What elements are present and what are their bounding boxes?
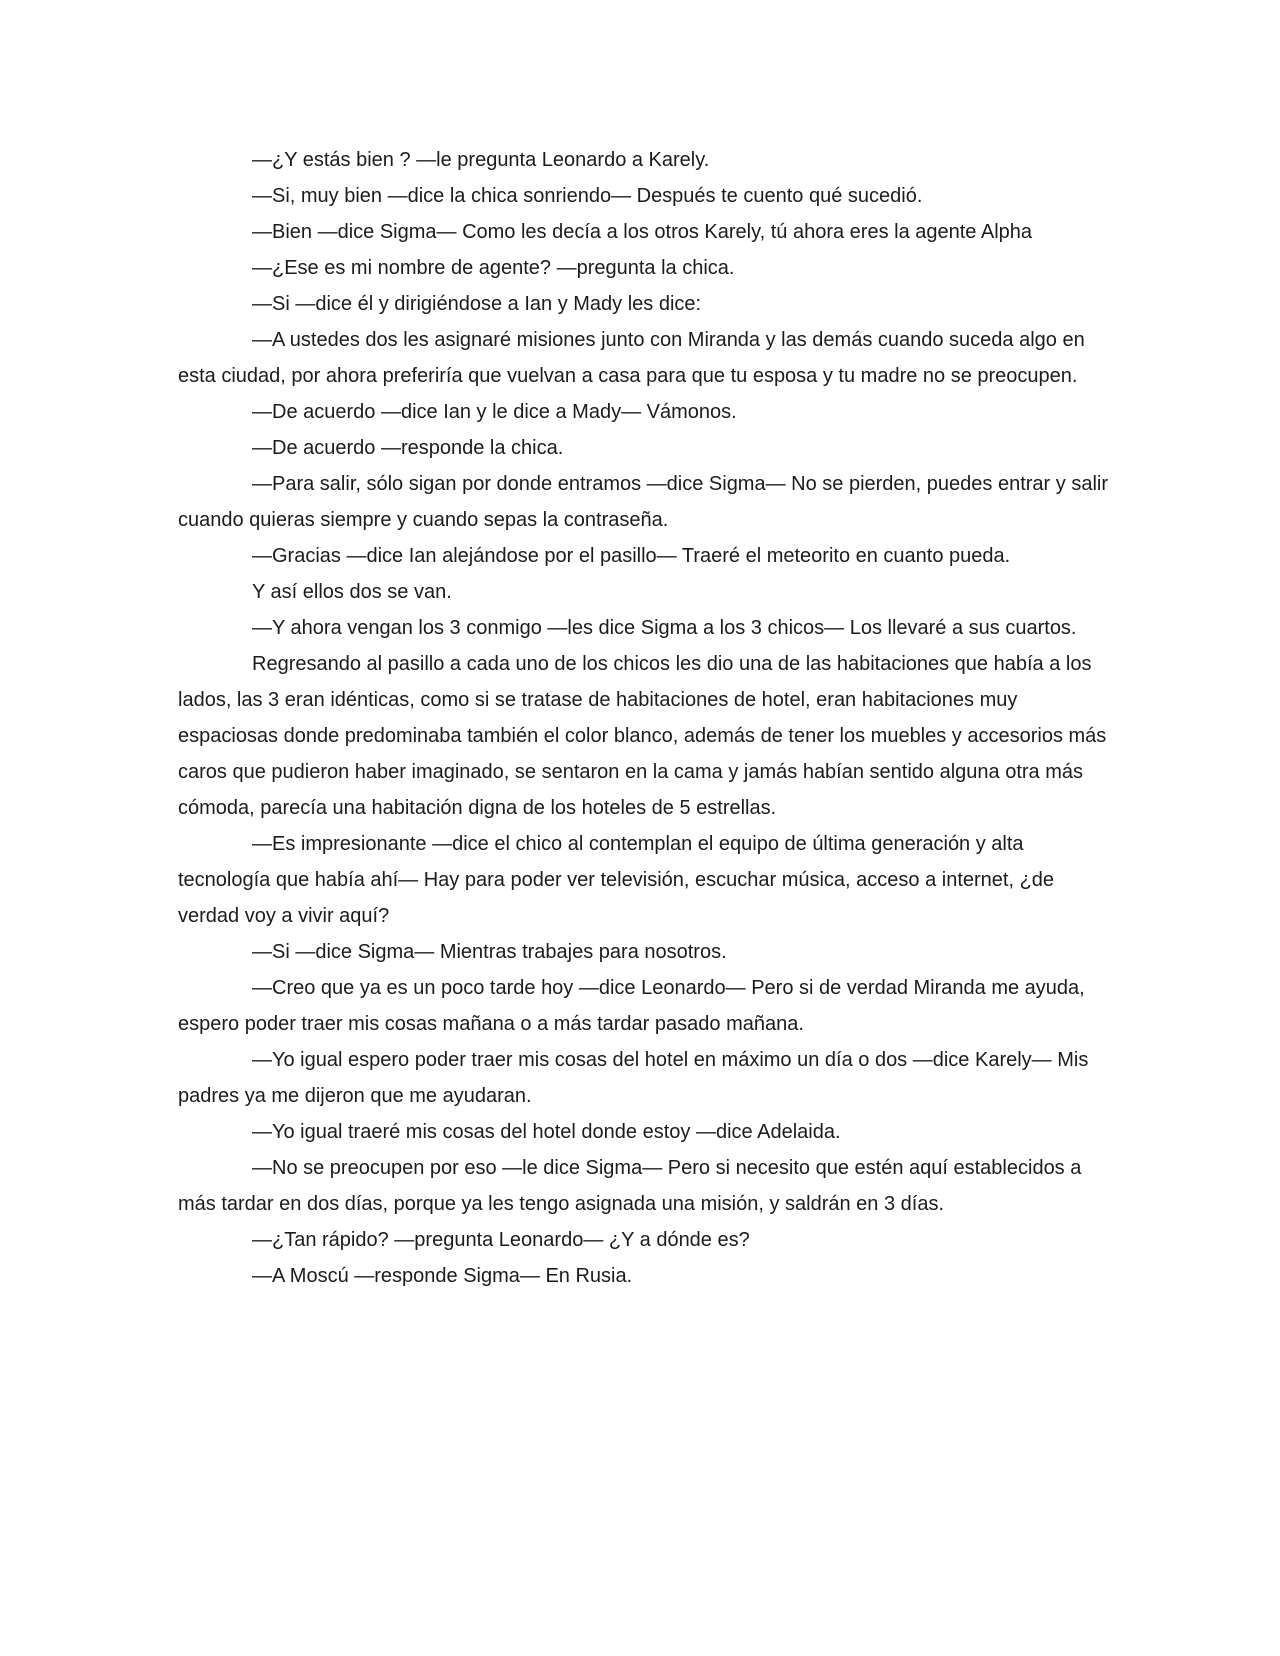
paragraph: —Y ahora vengan los 3 conmigo —les dice Sigma a los 3 chicos— Los llevaré a sus cuartos. xyxy=(252,617,1077,639)
paragraph: —Si —dice él y dirigiéndose a Ian y Mady les dice: xyxy=(252,293,702,315)
paragraph: —No se preocupen por eso —le dice Sigma— Pero si necesito que estén aquí establecidos a más tardar en dos días, porque ya les tengo asignada una misión, y saldrán en 3 días. xyxy=(178,1157,1082,1215)
paragraph: —¿Ese es mi nombre de agente? —pregunta la chica. xyxy=(252,257,735,279)
paragraph: —Bien —dice Sigma— Como les decía a los otros Karely, tú ahora eres la agente Alpha xyxy=(252,221,1033,243)
paragraph: Y así ellos dos se van. xyxy=(252,581,452,603)
paragraph: —De acuerdo —dice Ian y le dice a Mady— Vámonos. xyxy=(252,401,737,423)
paragraph: —Si, muy bien —dice la chica sonriendo— Después te cuento qué sucedió. xyxy=(252,185,923,207)
paragraph: —Para salir, sólo sigan por donde entramos —dice Sigma— No se pierden, puedes entrar y salir cuando quieras siempre y cuando sepas la contraseña. xyxy=(178,473,1108,531)
paragraph: —A Moscú —responde Sigma— En Rusia. xyxy=(252,1265,633,1287)
paragraph: Regresando al pasillo a cada uno de los chicos les dio una de las habitaciones que había a los lados, las 3 eran idénticas, como si se tratase de habitaciones de hotel, eran habitaciones muy espaciosas donde predominaba también el color blanco, además de tener los muebles y accesorios más caros que pudieron haber imaginado, se sentaron en la cama y jamás habían sentido alguna otra más cómoda, parecía una habitación digna de los hoteles de 5 estrellas. xyxy=(178,653,1107,819)
paragraph: —Gracias —dice Ian alejándose por el pasillo— Traeré el meteorito en cuanto pueda. xyxy=(252,545,1011,567)
paragraph: —Es impresionante —dice el chico al contemplan el equipo de última generación y alta tecnología que había ahí— Hay para poder ver televisión, escuchar música, acceso a internet, ¿de verdad voy a vivir aquí? xyxy=(178,833,1055,927)
paragraph: —Yo igual espero poder traer mis cosas del hotel en máximo un día o dos —dice Karely— Mis padres ya me dijeron que me ayudaran. xyxy=(178,1049,1089,1107)
paragraph: —De acuerdo —responde la chica. xyxy=(252,437,564,459)
paragraph: —Creo que ya es un poco tarde hoy —dice Leonardo— Pero si de verdad Miranda me ayuda, espero poder traer mis cosas mañana o a más tardar pasado mañana. xyxy=(178,977,1085,1035)
paragraph: —A ustedes dos les asignaré misiones junto con Miranda y las demás cuando suceda algo en esta ciudad, por ahora preferiría que vuelvan a casa para que tu esposa y tu madre no se preocupen. xyxy=(178,329,1085,387)
paragraph: —Yo igual traeré mis cosas del hotel donde estoy —dice Adelaida. xyxy=(252,1121,841,1143)
paragraph: —¿Tan rápido? —pregunta Leonardo— ¿Y a dónde es? xyxy=(252,1229,750,1251)
paragraph: —¿Y estás bien ? —le pregunta Leonardo a Karely. xyxy=(252,149,710,171)
document-body xyxy=(178,142,1116,1294)
paragraph: —Si —dice Sigma— Mientras trabajes para nosotros. xyxy=(252,941,727,963)
